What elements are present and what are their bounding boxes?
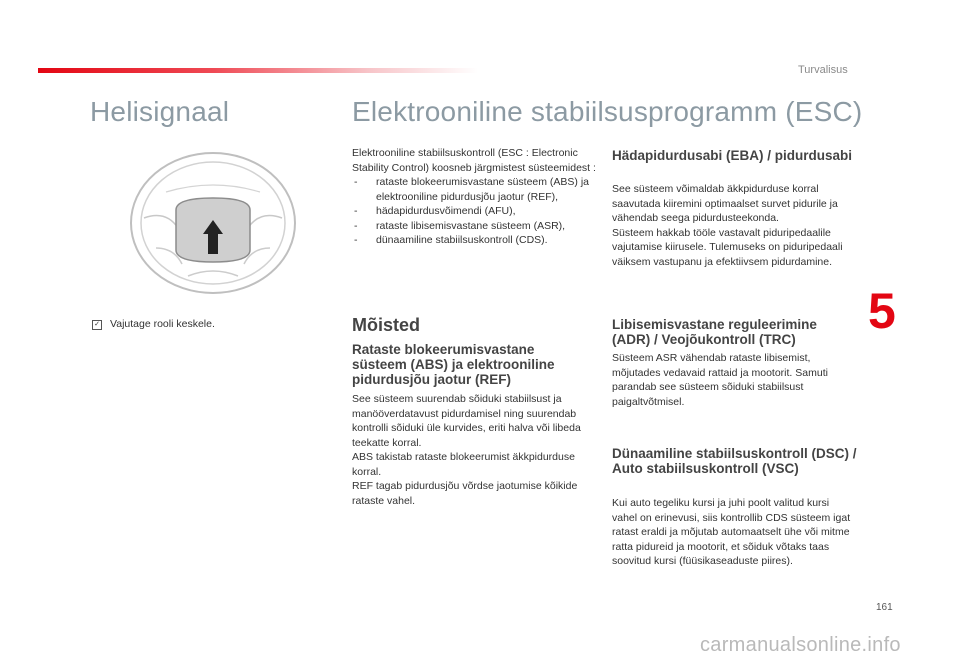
dsc-block — [612, 496, 857, 569]
list-item: - dünaamiline stabiilsuskontroll (CDS). — [352, 233, 598, 248]
abs-text: See süsteem suurendab sõiduki stabiilsust ja manööverdatavust pidurdamisel ning suurendab kontrolli sõiduki üle kurvides, eriti halva või libeda teekatte korral. — [352, 393, 581, 449]
watermark: carmanualsonline.info — [700, 634, 901, 656]
esc-title: Elektrooniline stabiilsusprogramm (ESC) — [352, 96, 863, 127]
list-item: - hädapidurdusvõimendi (AFU), — [352, 204, 598, 219]
asr-text: Süsteem ASR vähendab rataste libisemist, mõjutades vedavaid rattaid ja mootorit. Samuti parandab see süsteem sõiduki stabiilsust paigaltvõtmisel. — [612, 352, 828, 408]
section-name: Turvalisus — [798, 64, 848, 76]
eba-text: See süsteem võimaldab äkkpidurduse korral saavutada kiiremini optimaalset survet pidurile ja vähendab seega pidurdusteekonda. — [612, 183, 838, 224]
eba-block — [612, 182, 857, 269]
dsc-heading: Dünaamiline stabiilsuskontroll (DSC) / Auto stabiilsuskontroll (VSC) — [612, 446, 857, 476]
steering-wheel-horn-icon — [126, 148, 300, 298]
dsc-text: Kui auto tegeliku kursi ja juhi poolt valitud kursi vahel on erinevusi, siis kontrollib CDS süsteem igat ratast eraldi ja mõjutab automaatselt ühe või mitme ratta pidureid ja mootorit, et sõiduk võtaks taas soovitud kursi (füüsikaseaduste piires). — [612, 497, 851, 567]
list-item: - rataste blokeerumisvastane süsteem (ABS) ja elektrooniline pidurdusjõu jaotur (REF), — [352, 175, 598, 204]
esc-intro: Elektrooniline stabiilsuskontroll (ESC : Electronic Stability Control) koosneb järgmistest süsteemidest : — [352, 147, 596, 174]
horn-title: Helisignaal — [90, 96, 230, 127]
page-number: 161 — [876, 602, 893, 613]
eba-heading: Hädapidurdusabi (EBA) / pidurdusabi — [612, 148, 853, 163]
definitions-heading: Mõisted — [352, 315, 421, 335]
eba-text-2: Süsteem hakkab tööle vastavalt piduripedaalile vajutamise kiirusele. Tulemuseks on piduripedaali väiksem vastupanu ja efektiivsem pidurdamine. — [612, 226, 843, 268]
checkbox-bullet-icon: ✓ — [92, 320, 102, 330]
header-accent-bar — [38, 68, 478, 73]
asr-block — [612, 351, 857, 409]
esc-intro-block — [352, 146, 598, 248]
abs-text-3: REF tagab pidurdusjõu võrdse jaotumise kõikide rataste vahel. — [352, 480, 578, 507]
abs-heading: Rataste blokeerumisvastane süsteem (ABS) ja elektrooniline pidurdusjõu jaotur (REF) — [352, 342, 555, 387]
esc-system-list — [352, 175, 598, 248]
horn-instruction — [92, 318, 215, 330]
chapter-number: 5 — [868, 283, 896, 339]
asr-heading: Libisemisvastane reguleerimine (ADR) / Veojõukontroll (TRC) — [612, 317, 817, 347]
list-item: - rataste libisemisvastane süsteem (ASR), — [352, 219, 598, 234]
abs-text-2: ABS takistab rataste blokeerumist äkkpidurduse korral. — [352, 451, 575, 478]
abs-block — [352, 392, 592, 508]
horn-instruction-text: Vajutage rooli keskele. — [110, 318, 215, 330]
